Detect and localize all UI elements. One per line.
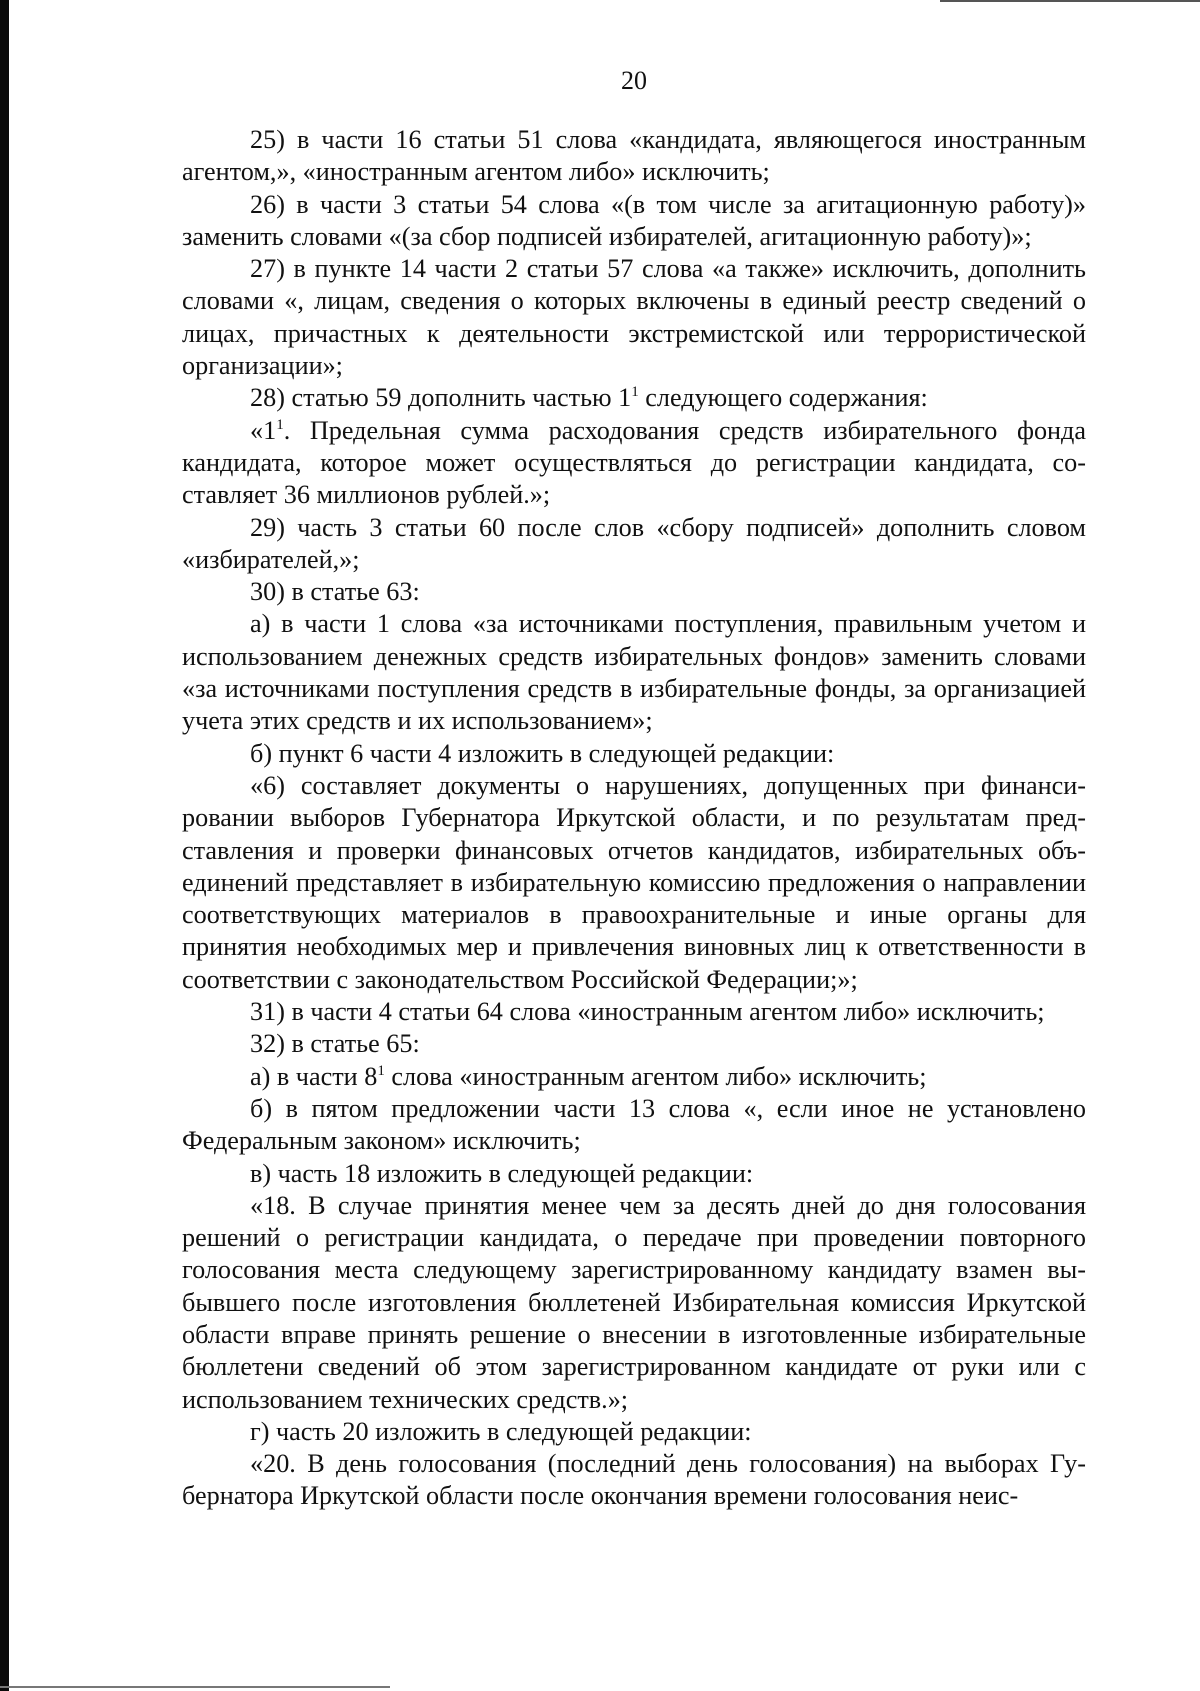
paragraph-subitem-32a (182, 1061, 1086, 1093)
paragraph-text-part: 28) статью 59 дополнить частью 1 (250, 383, 632, 413)
paragraph-item-27: 27) в пункте 14 части 2 статьи 57 слова «а также» исключить, дополнить словами «, лицам, сведения о которых включены в единый реестр сведений о лицах, причастных к деятельности экстремистской или террористической организации»; (182, 254, 1086, 381)
document-body (182, 124, 1086, 1513)
paragraph-item-26: 26) в части 3 статьи 54 слова «(в том числе за агитационную работу)» заменить словами «(за сбор подписей избирателей, агитационную работу)»; (182, 189, 1086, 251)
scan-edge-bottom (0, 1686, 390, 1688)
paragraph-item-28 (182, 382, 1086, 414)
scan-edge-left (0, 0, 9, 1691)
paragraph-item-29: 29) часть 3 статьи 60 после слов «сбору подписей» дополнить словом «избирателей,»; (182, 512, 1086, 574)
paragraph-subitem-30b: б) пункт 6 части 4 изложить в следующей редакции: (250, 738, 835, 768)
paragraph-text-part: следующего содержания: (638, 383, 928, 413)
paragraph-quoted-part-1-1 (182, 415, 1086, 512)
page-number: 20 (621, 66, 647, 95)
paragraph-subitem-32b: б) в пятом предложении части 13 слова «, если иное не установлено Федеральным законом» исключить; (182, 1093, 1086, 1156)
paragraph-item-32: 32) в статье 65: (250, 1029, 420, 1059)
paragraph-item-30: 30) в статье 63: (250, 577, 420, 607)
paragraph-quoted-point-6: «6) составляет документы о нарушениях, допущенных при финансировании выборов Губернатора Иркутской области, и по результатам представления и проверки финансовых отчетов кандидатов, избирательных объединений представляет в избирательную комиссию предложения о направлении соответствующих материалов в правоохранительные и иные органы для принятия необходимых мер и привлечения виновных лиц к ответственности в соответствии с законодательством Российской Федерации;»; (182, 770, 1086, 994)
paragraph-subitem-32v: в) часть 18 изложить в следующей редакции: (250, 1158, 754, 1188)
superscript-index: 1 (276, 416, 284, 433)
paragraph-text-part: слова «иностранным агентом либо» исключить; (384, 1061, 927, 1091)
paragraph-text-part: . Предельная сумма расходования средств избирательного фонда кандидата, которое может осуществляться до регистрации кандидата, составляет 36 миллионов рублей.»; (182, 415, 1086, 510)
paragraph-item-31: 31) в части 4 статьи 64 слова «иностранным агентом либо» исключить; (250, 997, 1045, 1027)
superscript-index: 1 (377, 1062, 385, 1079)
paragraph-text-part: «1 (250, 415, 277, 445)
superscript-index: 1 (631, 384, 639, 401)
paragraph-subitem-30a: а) в части 1 слова «за источниками поступления, правильным учетом и использованием денежных средств избирательных фондов» заменить словами «за источниками поступления средств в избирательные фонды, за организацией учета этих средств и их использованием»; (182, 609, 1086, 736)
paragraph-subitem-32g: г) часть 20 изложить в следующей редакции: (250, 1416, 752, 1446)
paragraph-text-part: а) в части 8 (250, 1061, 378, 1091)
paragraph-item-25: 25) в части 16 статьи 51 слова «кандидата, являющегося иностранным агентом,», «иностранным агентом либо» исключить; (182, 125, 1086, 187)
paragraph-quoted-part-20: «20. В день голосования (последний день голосования) на выборах Губернатора Иркутской области после окончания времени голосования неис- (182, 1449, 1086, 1511)
scan-edge-top (940, 0, 1200, 2)
paragraph-quoted-part-18: «18. В случае принятия менее чем за десять дней до дня голосования решений о регистрации кандидата, о передаче при проведении повторного голосования места следующему зарегистрированному кандидату взамен выбывшего после изготовления бюллетеней Избирательная комиссия Иркутской области вправе принять решение о внесении в изготовленные избирательные бюллетени сведений об этом зарегистрированном кандидате от руки или с использованием технических средств.»; (182, 1190, 1086, 1414)
